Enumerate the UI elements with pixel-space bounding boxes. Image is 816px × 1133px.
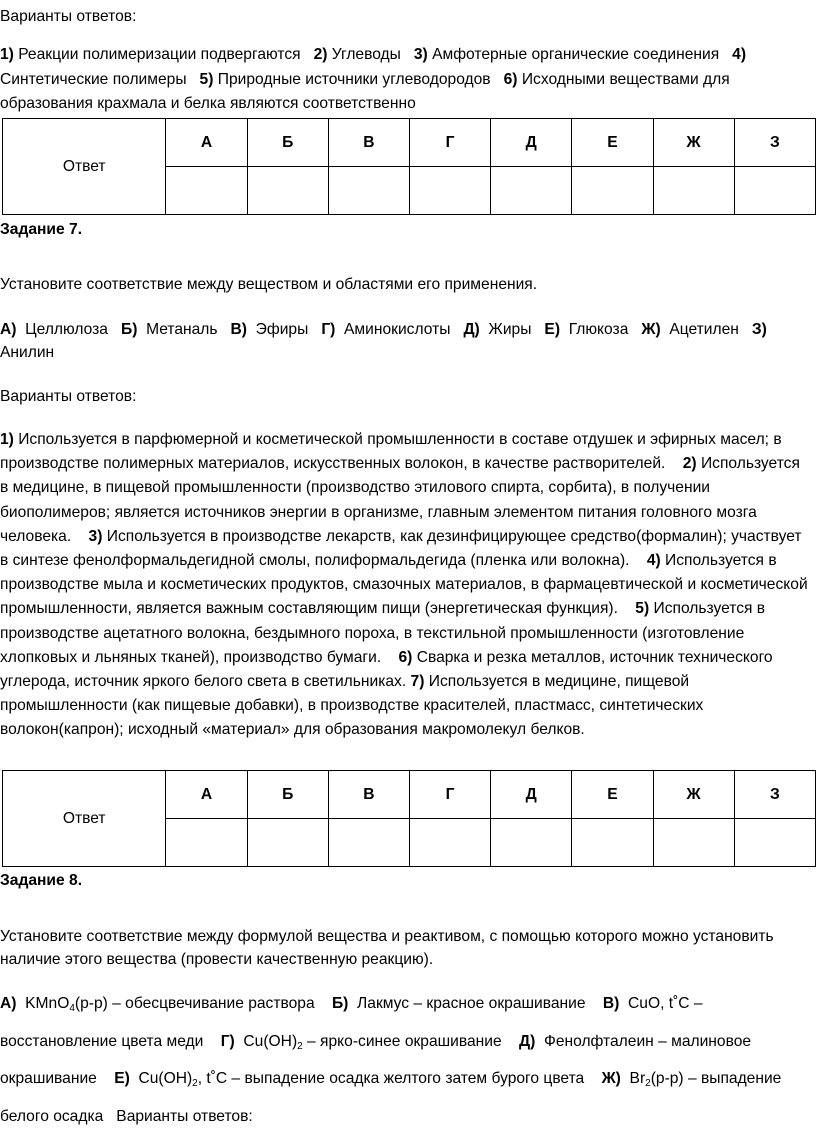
- answer-table-1: [2, 118, 816, 215]
- option-num: 4): [732, 46, 747, 63]
- answer-header-cell: Г: [409, 119, 490, 167]
- item-text: – ярко-синее окрашивание: [302, 1032, 502, 1050]
- task7-heading: Задание 7.: [0, 221, 83, 238]
- variant-num: 4): [646, 552, 661, 570]
- item-letter: Д): [519, 1032, 536, 1050]
- task8-instruction: Установите соответствие между формулой вещества и реактивом, с помощью которого можно установить наличие этого вещества (провести качественную реакцию).: [0, 928, 774, 968]
- item-formula: KMnO: [25, 995, 70, 1012]
- item-letter: А): [0, 995, 17, 1012]
- item-letter: Б): [120, 321, 138, 338]
- item-text: Лакмус – красное окрашивание: [357, 995, 586, 1012]
- answer-input-cell[interactable]: [247, 819, 328, 867]
- item-text: Глюкоза: [568, 321, 629, 338]
- answer-row-label: Ответ: [3, 119, 166, 215]
- task7-instruction: Установите соответствие между веществом и областями его применения.: [0, 276, 538, 293]
- item-subscript: 4: [69, 1003, 75, 1014]
- item-letter: Ж): [641, 321, 661, 338]
- answer-input-cell[interactable]: [491, 167, 572, 215]
- answer-header-cell: Ж: [653, 771, 734, 819]
- option-text: Амфотерные органические соединения: [432, 46, 720, 63]
- item-letter: А): [0, 321, 17, 338]
- item-subscript: 2: [645, 1078, 651, 1089]
- variant-num: 3): [88, 527, 103, 545]
- option-text: Синтетические полимеры: [0, 71, 187, 88]
- answer-input-cell[interactable]: [328, 167, 409, 215]
- task8-variants-title: Варианты ответов:: [116, 1107, 253, 1125]
- item-letter: Е): [544, 321, 561, 338]
- item-letter: Г): [220, 1032, 235, 1050]
- item-text: , t˚C – выпадение осадка желтого затем бурого цвета: [197, 1070, 585, 1087]
- answer-header-cell: Б: [247, 119, 328, 167]
- item-formula: Cu(OH): [138, 1070, 193, 1087]
- answer-input-cell[interactable]: [572, 167, 653, 215]
- item-formula: Cu(OH): [243, 1032, 298, 1050]
- answer-header-cell: Б: [247, 771, 328, 819]
- answer-header-cell: В: [328, 119, 409, 167]
- option-text-part: Исходными веществами для: [521, 71, 730, 88]
- answer-header-cell: З: [734, 119, 815, 167]
- answer-header-cell: Г: [409, 771, 490, 819]
- item-letter: В): [602, 995, 620, 1012]
- item-subscript: 2: [192, 1078, 198, 1089]
- item-text: Анилин: [0, 344, 55, 361]
- answer-header-cell: В: [328, 771, 409, 819]
- task7-variants-title: Варианты ответов:: [0, 388, 137, 405]
- variant-text: Используется в производстве мыла и косметических продуктов, смазочных материалов, в фармацевтической и косметической промышленности, является важным составляющим пищи (энергетическая функция).: [0, 552, 808, 618]
- item-formula: Br: [629, 1070, 646, 1087]
- options-line-1: [0, 45, 746, 65]
- answer-input-cell[interactable]: [572, 819, 653, 867]
- item-text: Целлюлоза: [25, 321, 108, 338]
- variant-text: Используется в медицине, пищевой промышленности (как пищевые добавки), в производстве красителей, пластмасс, синтетических волокон(капрон); исходный «материал» для образования макромолекул белков.: [0, 673, 704, 739]
- item-letter: Ж): [601, 1070, 621, 1087]
- options-line-3: [0, 94, 416, 114]
- answer-input-cell[interactable]: [166, 167, 247, 215]
- answer-input-cell[interactable]: [247, 167, 328, 215]
- item-text: Жиры: [488, 321, 532, 338]
- item-text: (р-р) – обесцвечивание раствора: [74, 995, 315, 1012]
- variant-text: Используется в медицине, в пищевой промышленности (производство этилового спирта, сорбита), в получении биополимеров; является источников энергии в организме, главным элементом питания головного мозга человека.: [0, 455, 800, 545]
- answer-row-label: Ответ: [3, 771, 166, 867]
- answer-input-cell[interactable]: [491, 819, 572, 867]
- answer-input-cell[interactable]: [734, 167, 815, 215]
- item-letter: З): [751, 321, 767, 338]
- answer-header-cell: Ж: [653, 119, 734, 167]
- item-text: CuO, t˚C – восстановление цвета меди: [0, 995, 703, 1050]
- answer-input-cell[interactable]: [653, 819, 734, 867]
- answer-header-cell: Е: [572, 771, 653, 819]
- item-text: Эфиры: [255, 321, 309, 338]
- item-letter: Е): [114, 1070, 130, 1087]
- task7-items-line-1: [0, 320, 767, 340]
- variant-num: 5): [635, 600, 650, 618]
- options-line-2: [0, 70, 730, 90]
- answer-header-cell: Д: [491, 119, 572, 167]
- answer-input-cell[interactable]: [653, 167, 734, 215]
- option-text: Природные источники углеводородов: [217, 71, 491, 88]
- option-num: 5): [199, 71, 214, 88]
- answer-header-cell: З: [734, 771, 815, 819]
- answer-input-cell[interactable]: [409, 167, 490, 215]
- item-letter: Д): [463, 321, 480, 338]
- variant-text: Используется в производстве ацетатного волокна, бездымного пороха, в текстильной промышленности (изготовление хлопковых и льняных тканей), производство бумаги.: [0, 600, 766, 666]
- item-letter: В): [230, 321, 247, 338]
- option-text-part: образования крахмала и белка являются соответственно: [0, 95, 416, 112]
- variants-title: Варианты ответов:: [0, 8, 137, 25]
- answer-header-cell: Д: [491, 771, 572, 819]
- variant-text: Используется в производстве лекарств, как дезинфицирующее средство(формалин); участвует в синтезе фенолформальдегидной смолы, полиформальдегида (пленка или волокна).: [0, 527, 802, 570]
- variant-num: 1): [0, 431, 14, 448]
- variant-text: Используется в парфюмерной и косметической промышленности в составе отдушек и эфирных масел; в производстве полимерных материалов, искусственных волокон, в качестве растворителей.: [0, 431, 782, 473]
- answer-input-cell[interactable]: [409, 819, 490, 867]
- answer-input-cell[interactable]: [166, 819, 247, 867]
- option-num: 6): [503, 71, 518, 88]
- item-letter: Г): [321, 321, 336, 338]
- answer-header-cell: Е: [572, 119, 653, 167]
- variant-text: Сварка и резка металлов, источник технического углерода, источник яркого белого света в светильниках.: [0, 648, 773, 691]
- item-letter: Б): [331, 995, 349, 1012]
- item-text: Метаналь: [146, 321, 218, 338]
- task8-heading: Задание 8.: [0, 872, 83, 889]
- option-num: 3): [413, 46, 428, 63]
- item-text: Ацетилен: [669, 321, 739, 338]
- variant-num: 2): [682, 455, 697, 473]
- variant-num: 6): [398, 648, 413, 666]
- item-text: Аминокислоты: [344, 321, 451, 338]
- answer-input-cell[interactable]: [328, 819, 409, 867]
- answer-header-cell: А: [166, 771, 247, 819]
- item-text: (р-р) – выпадение белого осадка: [0, 1070, 782, 1125]
- variant-num: 7): [410, 673, 425, 691]
- item-text: Фенолфталеин – малиновое окрашивание: [0, 1032, 752, 1087]
- task7-variants-paragraph: [0, 428, 812, 743]
- option-text: Реакции полимеризации подвергаются: [18, 46, 301, 63]
- answer-input-cell[interactable]: [734, 819, 815, 867]
- answer-header-cell: А: [166, 119, 247, 167]
- item-subscript: 2: [297, 1040, 303, 1052]
- option-text: Углеводы: [331, 46, 401, 63]
- answer-table-2: [2, 770, 816, 867]
- option-num: 2): [313, 46, 328, 63]
- task7-items-line-2: [0, 343, 54, 363]
- task8-items-paragraph: [0, 988, 812, 1133]
- option-num: 1): [0, 46, 14, 63]
